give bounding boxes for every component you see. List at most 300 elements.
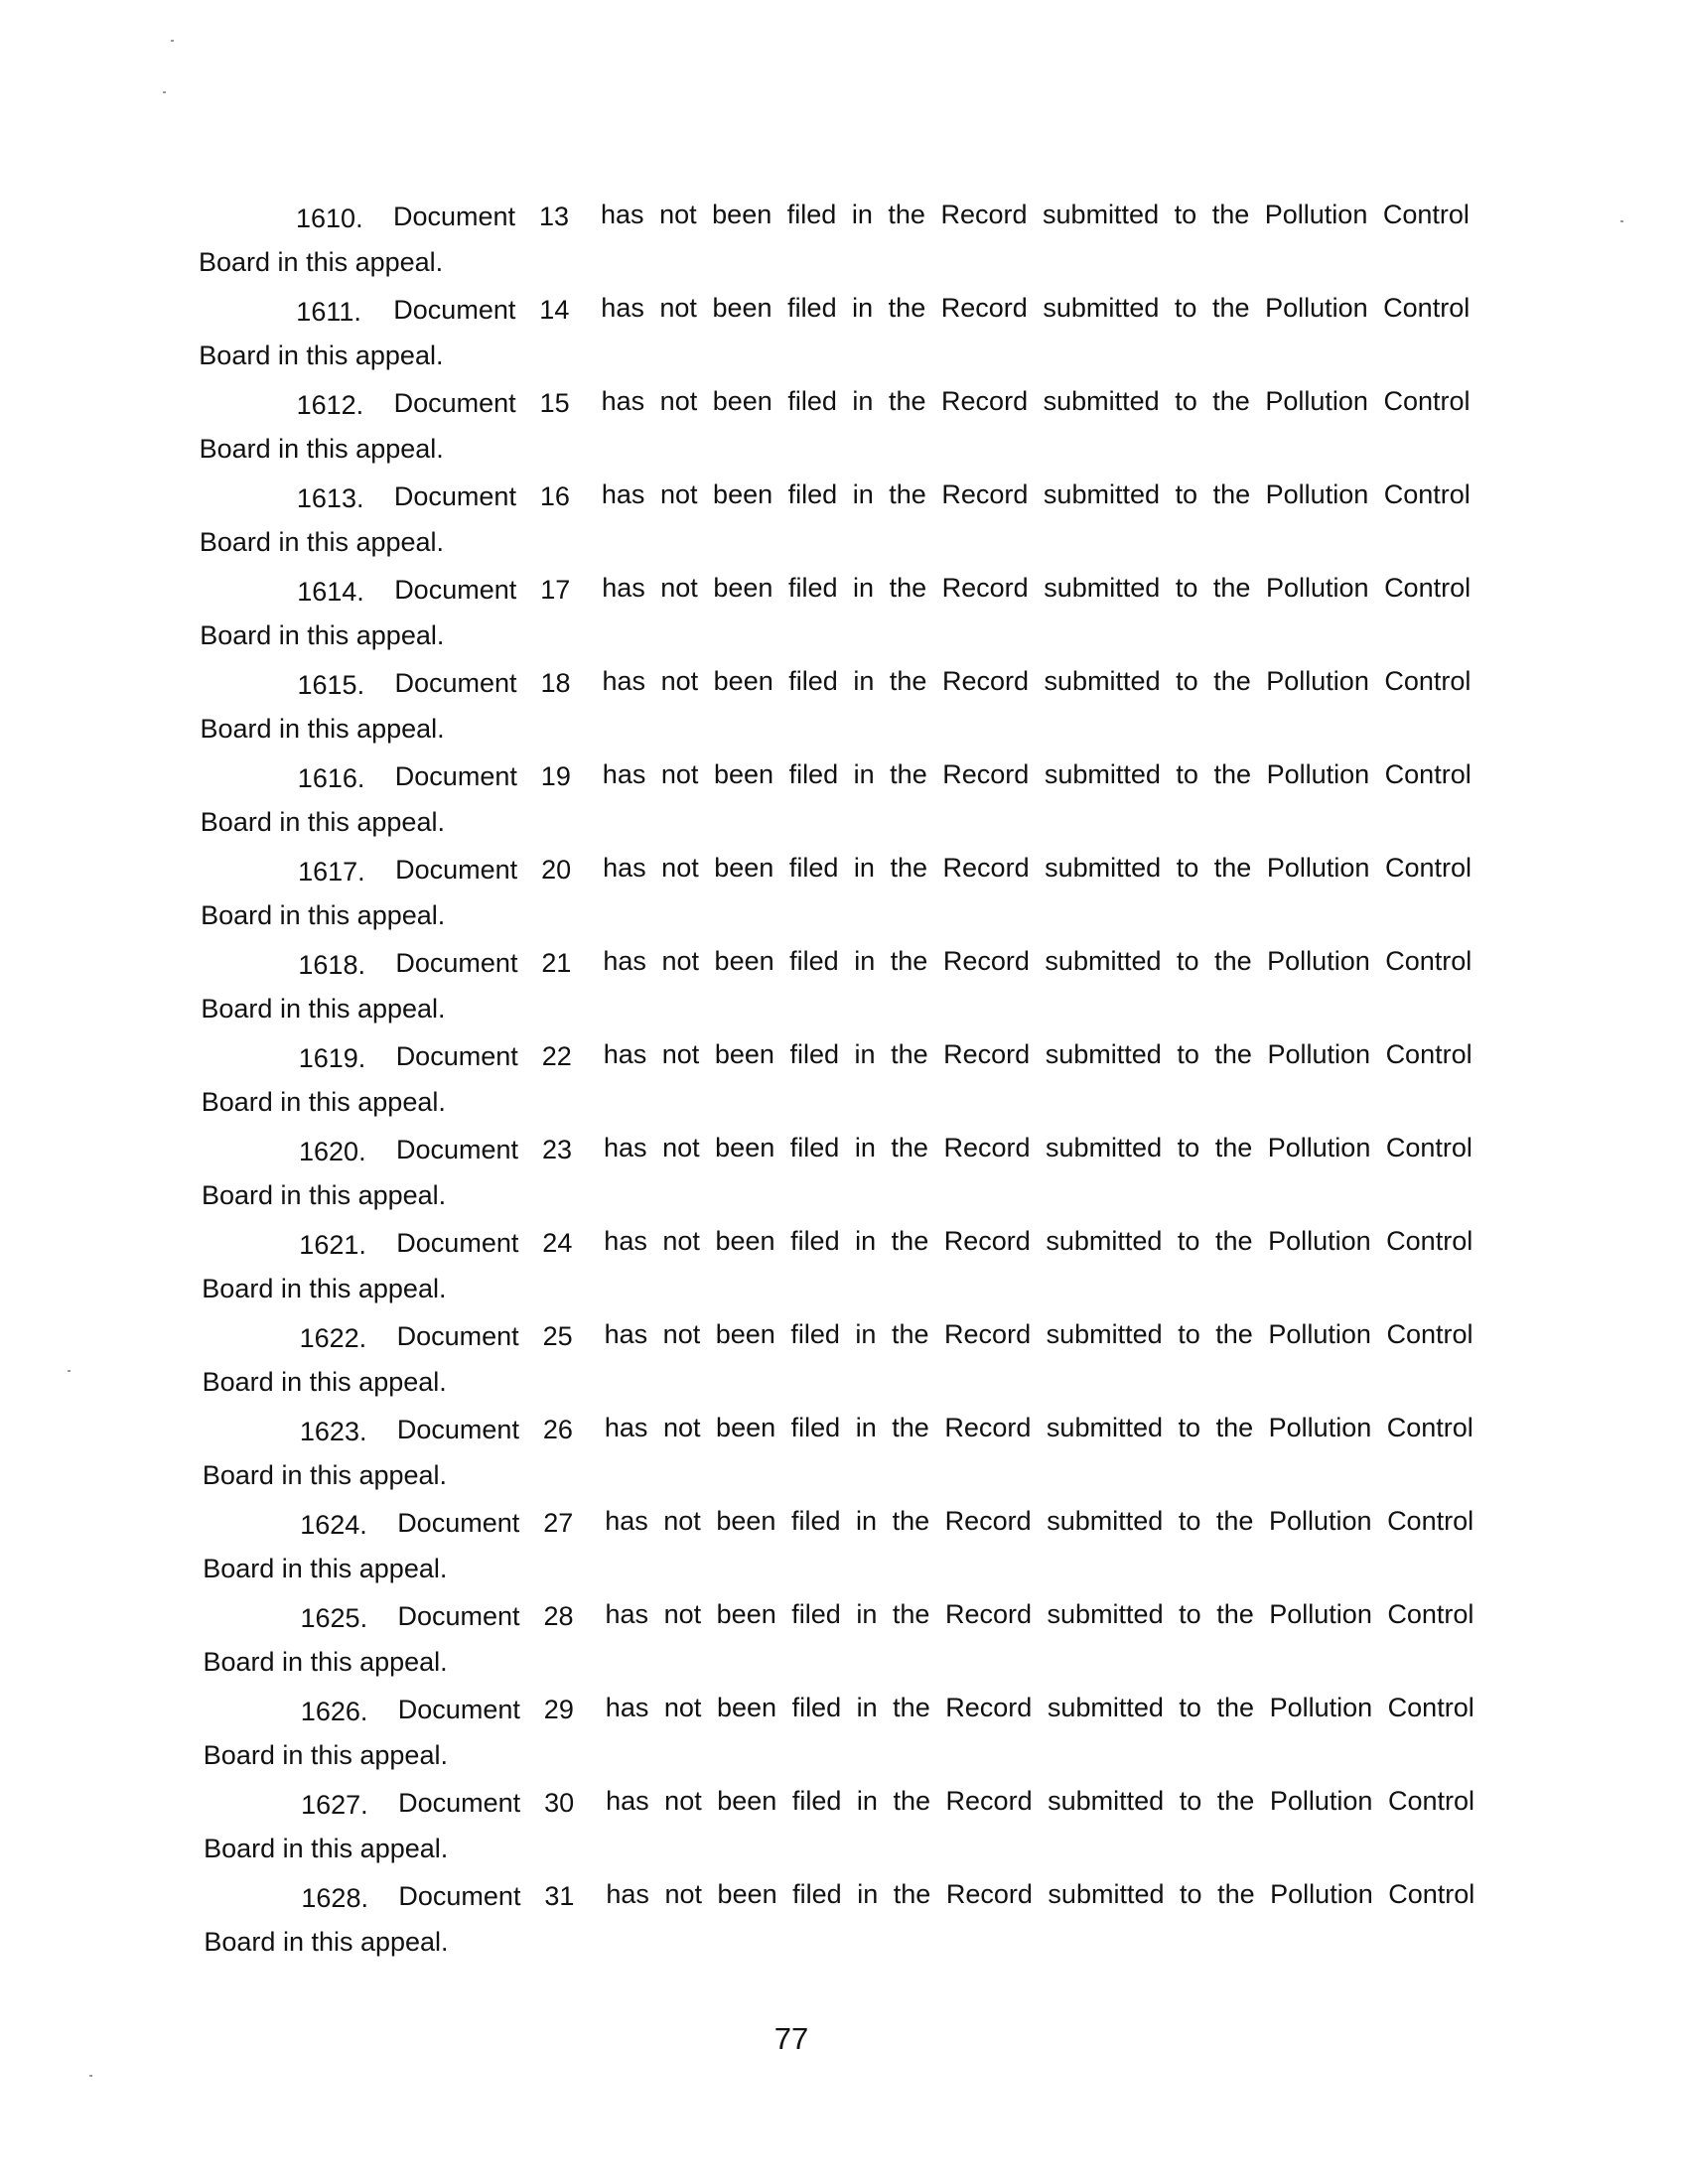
text-word: Control — [1386, 1413, 1474, 1442]
text-word: in — [853, 666, 875, 696]
document-word: Document — [398, 1788, 521, 1818]
text-word: been — [714, 1039, 774, 1069]
paragraph-first-line — [199, 195, 1470, 234]
text-word: Control — [1385, 1133, 1473, 1162]
paragraph-first-line — [201, 941, 1472, 981]
text-word: filed — [789, 946, 839, 976]
text-word: been — [715, 1319, 775, 1349]
scan-speck — [1620, 220, 1623, 222]
text-word: filed — [791, 1786, 842, 1816]
text-word: not — [662, 1226, 700, 1256]
text-word: the — [893, 1879, 931, 1909]
text-word: the — [890, 759, 927, 789]
text-word: been — [716, 1413, 776, 1442]
text-word: the — [888, 386, 926, 416]
text-word: to — [1176, 853, 1199, 883]
text-word: the — [891, 1319, 929, 1349]
text-word: not — [663, 1506, 701, 1536]
paragraph-text — [602, 568, 1471, 608]
paragraph-continuation: Board in this appeal. — [201, 900, 446, 930]
text-word: filed — [787, 386, 837, 416]
text-word: filed — [788, 853, 839, 883]
text-word: Record — [942, 853, 1030, 883]
paragraph-number: 1612. — [296, 390, 364, 420]
text-word: not — [662, 1413, 701, 1442]
document-word: Document — [397, 1695, 520, 1724]
paragraph-text — [603, 754, 1472, 794]
text-word: Pollution — [1264, 200, 1368, 229]
text-word: not — [659, 386, 698, 416]
text-word: filed — [787, 293, 837, 323]
text-word: been — [716, 1693, 777, 1722]
text-word: the — [888, 200, 925, 229]
text-word: submitted — [1045, 946, 1162, 976]
numbered-paragraph — [201, 661, 1471, 754]
text-word: not — [660, 573, 698, 603]
text-word: the — [1213, 853, 1252, 883]
text-word: has — [601, 293, 644, 323]
text-word: not — [663, 1693, 702, 1722]
paragraph-first-line — [204, 1688, 1474, 1727]
text-word: to — [1180, 1879, 1202, 1909]
paragraph-continuation: Board in this appeal. — [202, 1367, 447, 1397]
text-word: submitted — [1043, 293, 1160, 323]
document-word: Document — [397, 1601, 520, 1631]
text-word: in — [853, 759, 875, 789]
text-word: to — [1177, 1039, 1199, 1069]
text-word: the — [891, 1039, 928, 1069]
paragraph-text — [604, 1128, 1473, 1167]
text-word: been — [713, 573, 773, 603]
paragraph-first-line — [200, 381, 1471, 421]
paragraph-number: 1622. — [299, 1323, 367, 1353]
paragraph-number: 1616. — [297, 763, 365, 793]
paragraph-number: 1621. — [299, 1230, 366, 1260]
text-word: in — [854, 1039, 876, 1069]
text-word: been — [712, 293, 772, 323]
paragraph-first-line — [201, 848, 1472, 887]
numbered-paragraph — [203, 1688, 1474, 1781]
scan-speck — [89, 2075, 92, 2077]
text-word: has — [603, 853, 646, 883]
text-word: been — [713, 479, 773, 509]
paragraph-text — [606, 1688, 1474, 1727]
paragraph-text — [602, 381, 1471, 421]
paragraph-continuation: Board in this appeal. — [202, 1180, 447, 1210]
text-word: Record — [944, 1319, 1032, 1349]
paragraph-continuation: Board in this appeal. — [202, 1274, 447, 1303]
text-word: the — [893, 1786, 931, 1816]
document-word: Document — [393, 202, 516, 231]
paragraph-number: 1620. — [299, 1137, 366, 1166]
text-word: Control — [1384, 853, 1473, 883]
text-word: has — [605, 1599, 649, 1629]
paragraph-first-line — [204, 1781, 1474, 1821]
text-word: in — [854, 1133, 876, 1162]
text-word: Control — [1383, 293, 1471, 323]
text-word: submitted — [1043, 200, 1160, 229]
document-word: Document — [395, 1041, 518, 1071]
text-word: has — [605, 1693, 649, 1722]
page-number: 77 — [773, 2021, 809, 2056]
text-word: Pollution — [1266, 666, 1369, 696]
text-word: to — [1175, 479, 1198, 509]
paragraph-number: 1610. — [296, 204, 363, 233]
paragraph-first-line — [199, 288, 1470, 328]
text-word: to — [1176, 759, 1198, 789]
text-word: to — [1179, 1599, 1201, 1629]
numbered-paragraph — [200, 381, 1470, 475]
text-word: the — [891, 1226, 929, 1256]
text-word: to — [1175, 386, 1197, 416]
text-word: in — [855, 1413, 877, 1442]
text-word: the — [893, 1693, 930, 1722]
text-word: in — [855, 1319, 877, 1349]
text-word: the — [889, 479, 926, 509]
document-word: Document — [395, 855, 518, 885]
text-word: submitted — [1046, 1133, 1163, 1162]
text-word: Pollution — [1268, 1226, 1371, 1256]
text-word: Record — [944, 1599, 1032, 1629]
text-word: Pollution — [1266, 759, 1370, 789]
text-word: in — [855, 1226, 877, 1256]
text-word: been — [716, 1506, 776, 1536]
document-number: 29 — [543, 1695, 574, 1724]
text-word: Pollution — [1265, 386, 1368, 416]
document-word: Document — [396, 1135, 519, 1164]
paragraph-continuation: Board in this appeal. — [200, 807, 445, 837]
text-word: to — [1177, 1133, 1200, 1162]
text-word: Record — [941, 479, 1029, 509]
paragraph-number: 1623. — [299, 1417, 367, 1446]
text-word: to — [1178, 1319, 1200, 1349]
text-word: the — [1211, 200, 1250, 229]
text-word: Record — [944, 1413, 1032, 1442]
text-word: in — [856, 1506, 878, 1536]
paragraph-continuation: Board in this appeal. — [201, 994, 446, 1024]
text-word: been — [717, 1879, 777, 1909]
text-word: the — [889, 573, 927, 603]
text-word: the — [1214, 1226, 1253, 1256]
numbered-paragraph — [203, 1501, 1474, 1594]
text-word: submitted — [1044, 759, 1161, 789]
text-word: submitted — [1043, 479, 1160, 509]
text-word: to — [1174, 200, 1197, 229]
text-word: to — [1177, 946, 1199, 976]
paragraph-first-line — [202, 1128, 1473, 1167]
text-word: Record — [944, 1506, 1032, 1536]
text-word: not — [663, 1599, 702, 1629]
numbered-paragraph — [201, 848, 1473, 941]
text-word: in — [852, 386, 874, 416]
document-word: Document — [394, 668, 517, 698]
paragraph-text — [606, 1594, 1474, 1634]
paragraph-continuation: Board in this appeal. — [203, 1554, 448, 1583]
document-number: 27 — [543, 1508, 574, 1538]
text-word: the — [1212, 573, 1251, 603]
paragraph-text — [603, 941, 1472, 981]
paragraph-number: 1624. — [300, 1510, 367, 1540]
text-word: submitted — [1047, 1693, 1164, 1722]
text-word: has — [602, 666, 646, 696]
text-word: filed — [791, 1693, 842, 1722]
text-word: Record — [940, 293, 1028, 323]
paragraph-number: 1614. — [297, 577, 364, 607]
paragraph-continuation: Board in this appeal. — [199, 527, 445, 557]
text-word: not — [661, 946, 700, 976]
paragraph-number: 1625. — [300, 1603, 368, 1633]
document-number: 20 — [541, 855, 572, 885]
paragraph-continuation: Board in this appeal. — [200, 620, 445, 650]
paragraph-text — [603, 848, 1472, 887]
paragraph-first-line — [204, 1594, 1474, 1634]
document-word: Document — [397, 1508, 520, 1538]
text-word: Record — [942, 946, 1030, 976]
text-word: the — [892, 1506, 930, 1536]
paragraph-first-line — [202, 1034, 1473, 1074]
text-word: not — [664, 1879, 703, 1909]
numbered-paragraph — [201, 1034, 1473, 1128]
paragraph-continuation: Board in this appeal. — [199, 434, 444, 464]
text-word: in — [857, 1879, 879, 1909]
paragraph-number: 1627. — [301, 1790, 368, 1820]
text-word: has — [602, 573, 645, 603]
document-number: 14 — [539, 295, 570, 325]
text-word: not — [662, 1133, 700, 1162]
text-word: in — [856, 1599, 878, 1629]
document-word: Document — [394, 761, 517, 791]
document-number: 21 — [541, 948, 572, 978]
scan-speck — [68, 1370, 70, 1372]
paragraph-first-line — [203, 1314, 1474, 1354]
paragraph-first-line — [202, 1221, 1473, 1261]
text-word: Pollution — [1267, 946, 1370, 976]
text-word: not — [662, 1319, 701, 1349]
text-word: the — [890, 946, 928, 976]
paragraph-text — [601, 288, 1470, 328]
paragraph-continuation: Board in this appeal. — [204, 1927, 449, 1957]
paragraph-first-line — [204, 1874, 1474, 1914]
paragraph-number: 1617. — [298, 857, 365, 887]
document-word: Document — [396, 1228, 519, 1258]
text-word: Control — [1384, 573, 1472, 603]
document-word: Document — [398, 1881, 521, 1911]
text-word: has — [603, 946, 646, 976]
text-word: the — [888, 293, 926, 323]
text-word: been — [714, 853, 774, 883]
text-word: Control — [1386, 1319, 1474, 1349]
text-word: has — [604, 1413, 648, 1442]
scan-speck — [163, 91, 166, 93]
text-word: Record — [941, 666, 1029, 696]
text-word: Pollution — [1268, 1506, 1372, 1536]
numbered-paragraph — [203, 1594, 1474, 1688]
numbered-paragraph — [199, 288, 1470, 381]
text-word: to — [1179, 1693, 1201, 1722]
paragraph-number: 1619. — [298, 1043, 366, 1073]
text-word: been — [715, 1133, 775, 1162]
text-word: Record — [940, 200, 1028, 229]
text-word: in — [851, 200, 873, 229]
text-word: submitted — [1046, 1226, 1163, 1256]
text-word: been — [712, 386, 772, 416]
text-word: Pollution — [1265, 293, 1368, 323]
scan-speck — [171, 40, 174, 42]
text-word: submitted — [1048, 1786, 1165, 1816]
text-word: the — [1213, 666, 1251, 696]
text-word: submitted — [1045, 853, 1162, 883]
document-number: 15 — [539, 388, 570, 418]
document-number: 22 — [541, 1041, 572, 1071]
document-number: 24 — [542, 1228, 573, 1258]
paragraph-continuation: Board in this appeal. — [204, 1834, 449, 1863]
text-word: Control — [1387, 1693, 1474, 1722]
paragraph-number: 1628. — [301, 1883, 368, 1913]
paragraph-continuation: Board in this appeal. — [199, 341, 444, 370]
numbered-paragraph — [201, 754, 1470, 848]
text-word: not — [659, 200, 697, 229]
text-word: to — [1179, 1786, 1202, 1816]
text-word: filed — [788, 666, 838, 696]
text-word: been — [717, 1786, 777, 1816]
text-word: has — [603, 1039, 647, 1069]
text-word: has — [604, 1133, 647, 1162]
text-word: to — [1178, 1413, 1201, 1442]
text-word: Record — [941, 386, 1029, 416]
text-word: has — [601, 200, 644, 229]
text-word: not — [660, 759, 699, 789]
text-word: the — [892, 1599, 930, 1629]
text-word: Record — [942, 759, 1030, 789]
numbered-paragraph — [200, 568, 1470, 661]
text-word: Control — [1382, 200, 1470, 229]
paragraph-number: 1626. — [300, 1697, 368, 1726]
text-word: Pollution — [1267, 1133, 1371, 1162]
text-word: been — [713, 759, 774, 789]
text-word: in — [852, 293, 874, 323]
numbered-paragraph — [202, 1408, 1474, 1501]
text-word: not — [660, 666, 699, 696]
text-word: Pollution — [1269, 1786, 1373, 1816]
paragraph-text — [602, 475, 1471, 514]
document-word: Document — [393, 481, 516, 511]
text-word: Record — [945, 1693, 1033, 1722]
text-word: the — [1217, 1879, 1255, 1909]
text-word: Control — [1384, 666, 1472, 696]
text-word: not — [659, 479, 698, 509]
paragraph-continuation: Board in this appeal. — [199, 247, 444, 277]
text-word: the — [1212, 479, 1251, 509]
text-word: the — [1215, 1413, 1254, 1442]
text-word: filed — [789, 1133, 840, 1162]
text-word: has — [604, 1319, 648, 1349]
document-number: 13 — [539, 202, 570, 231]
text-word: Control — [1384, 759, 1472, 789]
text-word: Pollution — [1265, 479, 1369, 509]
text-word: has — [604, 1226, 647, 1256]
text-word: in — [856, 1693, 878, 1722]
text-word: submitted — [1047, 1506, 1164, 1536]
text-word: submitted — [1046, 1319, 1163, 1349]
paragraph-continuation: Board in this appeal. — [200, 714, 445, 744]
text-word: filed — [788, 759, 839, 789]
text-word: filed — [792, 1879, 842, 1909]
text-word: been — [716, 1599, 776, 1629]
text-word: Control — [1383, 479, 1471, 509]
numbered-paragraph — [202, 1314, 1474, 1408]
text-word: Record — [943, 1226, 1031, 1256]
text-word: the — [1214, 1133, 1253, 1162]
document-number: 17 — [540, 575, 571, 605]
text-word: the — [889, 666, 927, 696]
paragraph-text — [605, 1314, 1474, 1354]
text-word: has — [605, 1506, 648, 1536]
numbered-paragraph — [200, 475, 1470, 568]
numbered-paragraph — [202, 1221, 1474, 1314]
paragraph-number: 1613. — [296, 483, 364, 513]
text-word: to — [1175, 573, 1198, 603]
text-word: has — [602, 759, 646, 789]
text-word: to — [1176, 666, 1198, 696]
paragraph-text — [605, 1501, 1474, 1541]
document-number: 18 — [540, 668, 571, 698]
text-word: Control — [1385, 946, 1473, 976]
text-word: Pollution — [1266, 853, 1370, 883]
text-word: filed — [790, 1226, 840, 1256]
text-word: Control — [1386, 1226, 1474, 1256]
text-word: filed — [789, 1039, 839, 1069]
text-word: not — [661, 853, 699, 883]
document-number: 28 — [543, 1601, 574, 1631]
text-word: filed — [786, 200, 837, 229]
text-word: the — [1213, 759, 1252, 789]
text-word: not — [664, 1786, 702, 1816]
paragraph-text — [606, 1781, 1474, 1821]
text-word: to — [1174, 293, 1197, 323]
paragraph-text — [601, 195, 1470, 234]
paragraph-continuation: Board in this appeal. — [203, 1740, 448, 1770]
text-word: Record — [945, 1786, 1033, 1816]
paragraph-continuation: Board in this appeal. — [202, 1460, 448, 1490]
numbered-paragraph — [204, 1781, 1475, 1874]
text-word: in — [852, 479, 874, 509]
document-number: 23 — [542, 1135, 573, 1164]
text-word: not — [661, 1039, 700, 1069]
text-word: Control — [1385, 1039, 1473, 1069]
text-word: the — [1216, 1693, 1255, 1722]
text-word: the — [1216, 1599, 1254, 1629]
text-word: Record — [945, 1879, 1033, 1909]
text-word: been — [713, 666, 773, 696]
paragraph-continuation: Board in this appeal. — [203, 1647, 448, 1677]
paragraph-number: 1618. — [298, 950, 365, 980]
text-word: in — [853, 853, 875, 883]
text-word: Control — [1383, 386, 1471, 416]
document-word: Document — [393, 388, 516, 418]
text-word: submitted — [1047, 1599, 1164, 1629]
text-word: submitted — [1044, 666, 1161, 696]
paragraph-number: 1611. — [296, 297, 361, 327]
text-word: the — [1212, 386, 1250, 416]
text-word: the — [1211, 293, 1250, 323]
text-word: been — [714, 946, 774, 976]
text-word: to — [1178, 1506, 1201, 1536]
text-word: Control — [1387, 1599, 1474, 1629]
numbered-paragraph — [202, 1128, 1473, 1221]
text-word: Record — [943, 1039, 1031, 1069]
text-word: Pollution — [1267, 1039, 1371, 1069]
paragraph-list — [199, 195, 1475, 1968]
